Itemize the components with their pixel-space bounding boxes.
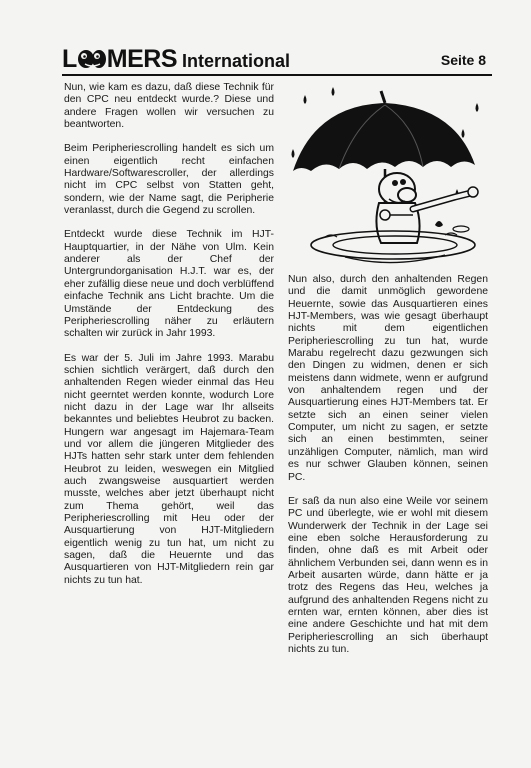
publication-logo [62, 46, 290, 74]
page-number: Seite 8 [440, 52, 486, 68]
logo-mascot-icon [77, 47, 107, 69]
right-column [288, 274, 488, 668]
paragraph: Er saß da nun also eine Weile vor seinem PC und überlegte, wie er wohl mit diesem Wunderwerk der Technik in der Lage sei eine eben solche Herausforderung zu finden, ohne daß es mit Arbeit oder ähnlichem Verbunden sei, dann wenn es in Arbeit ausarten würde, dann hätte er ja trotz des Regens das Heu, welches ja aufgrund des anhaltenden Regens nicht zu ernten war, ernten können, aber dies ist eine andere Geschichte und hat mit dem Peripheriescrolling an sich überhaupt nichts zu tun. [288, 495, 488, 655]
logo-letter-l: L [62, 45, 77, 73]
logo-text: MERS [106, 45, 178, 73]
paragraph: Entdeckt wurde diese Technik im HJT-Hauptquartier, in der Nähe von Ulm. Kein anderer als der Chef der Untergrundorganisation H.J.T. war es, der eher zufällig diese neue und doch verblüffend einfache Technik ans Licht brachte. Um die Umstände der Entdeckung des Peripheriescrolling näher zu erläutern schalten wir zurück in Jahr 1993. [64, 229, 274, 340]
paragraph: Nun also, durch den anhaltenden Regen und die damit unmöglich gewordene Heuernte, sowie das Ausquartieren eines HJT-Members, was wie gesagt überhaupt nichts mit dem eigentlichen Peripheriescrolling zu tun hat, wurde Marabu regelrecht dazu gezwungen sich den Dingen zu widmen, denen er sich meistens dann widmete, wenn er aufgrund von anhaltendem regen und der Ausquartierung eines HJT-Members tat. Er setzte sich an einen seiner vielen Computer, um nicht zu sagen, er setzte sich an einen bestimmten, seiner unzähligen Computer, nämlich, man wird es nur schwer Glauben können, seinen PC. [288, 274, 488, 483]
left-column [64, 82, 274, 599]
page-header [62, 44, 492, 76]
logo-suffix: International [177, 51, 291, 71]
umbrella-cartoon-illustration [285, 85, 485, 271]
paragraph: Beim Peripheriescrolling handelt es sich um einen eigentlich recht einfachen Hardware/Softwarescroller, der allerdings nicht im CPC selbst von Statten geht, sondern, wie der Name sagt, die Peripherie veranlasst, durch die Gegend zu scrollen. [64, 143, 274, 217]
paragraph: Es war der 5. Juli im Jahre 1993. Marabu schien sichtlich verärgert, daß durch den anhaltenden Regen wieder einmal das Heu nicht geerntet werden konnte, wodurch Lore nicht dazu in der Lage war Ihr allseits bekanntes und beliebtes Heubrot zu backen. Hungern war angesagt im Hajemara-Team und vor allem die jüngeren Mitglieder des HJTs hatten sehr stark unter dem fehlenden Heubrot zu leiden, weswegen ein Mitglied auch zwangsweise ausquartiert werden musste, welches aber jetzt überhaupt nicht zum Thema gehört, weil das Peripheriescrolling mit Heu oder der Ausquartierung von HJT-Mitgliedern eigentlich wenig zu tun hat, um nicht zu sagen, daß die Heuernte und das Ausquartieren von HJT-Mitgliedern rein gar nichts zu tun hat. [64, 352, 274, 586]
paragraph: Nun, wie kam es dazu, daß diese Technik für den CPC neu entdeckt wurde.? Diese und andere Fragen wollen wir versuchen zu beantworten. [64, 82, 274, 131]
